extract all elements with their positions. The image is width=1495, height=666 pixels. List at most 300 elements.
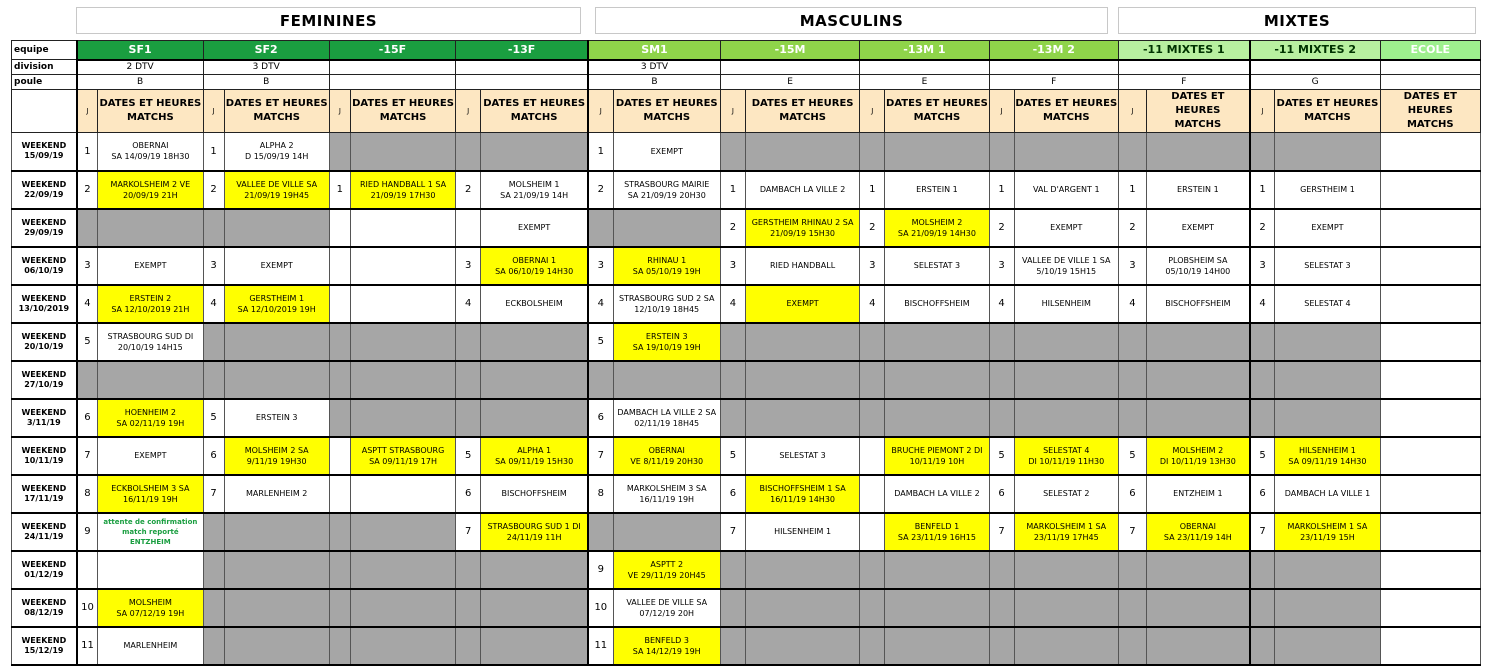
match-text-line: SELESTAT 2 [1043,489,1090,498]
match-text-line: STRASBOURG MAIRIE [624,179,710,189]
match-text-line: SELESTAT 4 [1043,445,1090,455]
match-text-line: BISCHOFFSHEIM [904,299,970,308]
empty-cell [224,627,329,665]
header-dates-line2: MATCHS [510,112,558,123]
journee-number [203,361,224,399]
week-label [12,551,77,589]
empty-cell [350,551,455,589]
journee-number [77,209,98,247]
header-j: J [1250,90,1275,133]
journee-number [1118,133,1146,171]
match-text-line: SELESTAT 3 [779,451,826,460]
match-cell [350,437,455,475]
division-cell [1380,60,1480,75]
week-date: 10/11/19 [24,455,64,465]
match-text-line: GERSTHEIM 1 [249,293,305,303]
journee-number: 3 [588,247,613,285]
journee-number: 6 [1118,475,1146,513]
journee-number [329,133,350,171]
match-text-line: SELESTAT 3 [913,261,961,270]
journee-number: 9 [588,551,613,589]
journee-number: 7 [720,513,745,551]
journee-number [1118,323,1146,361]
journee-number [203,627,224,665]
match-text-line: EXEMPT [518,223,551,232]
match-text-line: GERSTHEIM 1 [1300,185,1355,194]
match-text-line: EXEMPT [1311,223,1344,232]
journee-number: 4 [588,285,613,323]
match-cell [98,133,203,171]
week-label [12,323,77,361]
match-text-line: STRASBOURG SUD 1 DI [487,521,581,531]
week-label-text: WEEKEND [21,445,67,455]
week-label-text: WEEKEND [21,483,67,493]
journee-number [77,361,98,399]
match-cell [98,475,203,513]
journee-number: 3 [860,247,885,285]
journee-number: 4 [860,285,885,323]
match-cell [885,437,989,475]
team-header-ecole: ECOLE [1380,41,1480,60]
match-text-line: MOLSHEIM [128,597,172,607]
poule-cell: B [588,75,720,90]
header-dates [481,90,588,133]
empty-cell [1146,133,1249,171]
match-text-line: STRASBOURG SUD DI [107,331,194,341]
match-text-line: STRASBOURG SUD 2 SA [618,293,715,303]
match-text-line: MARKOLSHEIM 1 SA [1026,521,1107,531]
empty-cell [1146,589,1249,627]
journee-number [860,399,885,437]
empty-cell [1380,437,1480,475]
empty-cell [1146,399,1249,437]
journee-number [456,551,481,589]
week-label-text: WEEKEND [21,521,67,531]
empty-cell [1146,551,1249,589]
week-date: 17/11/19 [24,493,64,503]
match-cell [98,171,203,209]
header-dates [224,90,329,133]
journee-number: 3 [720,247,745,285]
journee-number [1250,133,1275,171]
match-text-line: 10/11/19 10H [909,456,965,466]
match-text-line: SA 07/12/19 19H [116,608,185,618]
journee-number: 1 [1118,171,1146,209]
journee-number [203,589,224,627]
match-cell [98,589,203,627]
match-text-line: 02/11/19 18H45 [634,418,700,428]
division-cell [1250,60,1380,75]
week-label [12,437,77,475]
match-text-line: SA 09/11/19 15H30 [495,456,574,466]
journee-number [329,589,350,627]
match-cell [481,285,588,323]
match-cell [1146,513,1249,551]
match-cell [1146,247,1249,285]
journee-number [456,627,481,665]
empty-cell [1380,247,1480,285]
match-text-line: SA 19/10/19 19H [632,342,701,352]
match-text-line: HILSENHEIM 1 [1298,445,1356,455]
division-cell: 2 DTV [77,60,203,75]
empty-cell [885,551,989,589]
week-date: 01/12/19 [24,569,64,579]
empty-cell [224,209,329,247]
section-header-mixtes: MIXTES [1118,7,1476,34]
week-label-text: WEEKEND [21,217,67,227]
match-cell [1275,285,1380,323]
journee-number [860,513,885,551]
header-j: J [329,90,350,133]
empty-cell [481,627,588,665]
match-text-line: MOLSHEIM 2 [911,217,963,227]
journee-number: 1 [720,171,745,209]
week-label [12,209,77,247]
empty-cell [350,361,455,399]
empty-cell [98,361,203,399]
match-cell [745,247,859,285]
journee-number [720,589,745,627]
match-cell [98,627,203,665]
journee-number: 5 [588,323,613,361]
journee-number [329,437,350,475]
header-j: J [989,90,1014,133]
journee-number: 5 [1250,437,1275,475]
week-date: 13/10/2019 [18,303,70,313]
journee-number: 7 [1118,513,1146,551]
match-cell [481,513,588,551]
journee-number: 7 [203,475,224,513]
journee-number [203,209,224,247]
journee-number [1118,361,1146,399]
match-text-line: ASPTT 2 [650,559,684,569]
match-text-line: 16/11/19 19H [639,494,695,504]
empty-cell [745,133,859,171]
empty-cell [350,513,455,551]
journee-number [329,399,350,437]
header-dates-line2: MATCHS [913,112,961,123]
journee-number: 1 [329,171,350,209]
week-date: 20/10/19 [24,341,64,351]
match-text-line: EXEMPT [1050,223,1083,232]
journee-number [860,589,885,627]
journee-number [860,323,885,361]
match-text-line: RHINAU 1 [647,255,687,265]
journee-number [329,551,350,589]
journee-number: 8 [77,475,98,513]
header-dates-line2: MATCHS [253,112,301,123]
division-cell: 3 DTV [588,60,720,75]
journee-number: 4 [720,285,745,323]
match-text-line: MARKOLSHEIM 3 SA [626,483,707,493]
journee-number: 4 [1118,285,1146,323]
week-label-text: WEEKEND [21,597,67,607]
empty-cell [1146,361,1249,399]
match-cell [481,247,588,285]
header-dates [350,90,455,133]
match-cell [1014,437,1118,475]
journee-number [329,513,350,551]
match-text-line: DAMBACH LA VILLE 2 SA [617,407,717,417]
match-cell [613,589,720,627]
match-text-line: VALLEE DE VILLE SA [626,597,708,607]
poule-cell [456,75,588,90]
empty-cell [1380,513,1480,551]
match-text-line: ERSTEIN 3 [255,413,298,422]
match-text-line: EXEMPT [1181,223,1214,232]
label-equipe: equipe [12,41,77,60]
empty-cell [745,361,859,399]
empty-cell [224,323,329,361]
match-cell [1014,247,1118,285]
journee-number: 3 [989,247,1014,285]
match-cell [613,171,720,209]
match-cell [481,437,588,475]
empty-cell [1146,627,1249,665]
match-text-line: SELESTAT 4 [1304,299,1351,308]
header-j: J [720,90,745,133]
empty-cell [1380,323,1480,361]
journee-number: 9 [77,513,98,551]
journee-number: 5 [989,437,1014,475]
week-date: 08/12/19 [24,607,64,617]
match-cell [745,285,859,323]
journee-number [989,133,1014,171]
journee-number [720,627,745,665]
match-cell [1146,171,1249,209]
match-cell [1014,171,1118,209]
empty-cell [1275,133,1380,171]
header-dates-line1: DATES ET HEURES [99,98,202,109]
journee-number: 8 [588,475,613,513]
journee-number: 6 [989,475,1014,513]
poule-cell: E [860,75,989,90]
journee-number [989,589,1014,627]
empty-cell [885,399,989,437]
week-label-text: WEEKEND [21,331,67,341]
match-text-line: RIED HANDBALL 1 SA [359,179,447,189]
empty-cell [1380,209,1480,247]
empty-cell [224,361,329,399]
match-cell [1146,209,1249,247]
journee-number: 2 [860,209,885,247]
empty-cell [1014,627,1118,665]
empty-cell [1380,589,1480,627]
journee-number [588,361,613,399]
match-text-line: attente de confirmation [103,517,198,526]
match-text-line: ERSTEIN 3 [645,331,688,341]
empty-cell [98,209,203,247]
journee-number: 5 [203,399,224,437]
match-text-line: ECKBOLSHEIM [505,299,563,308]
section-header-feminines: FEMININES [76,7,581,34]
match-cell [885,209,989,247]
journee-number: 1 [77,133,98,171]
label-division: division [12,60,77,75]
match-text-line: OBERNAI 1 [512,255,557,265]
empty-cell [350,323,455,361]
header-dates [98,90,203,133]
week-label [12,171,77,209]
empty-cell [1380,285,1480,323]
empty-cell [481,589,588,627]
journee-number [989,361,1014,399]
match-text-line: EXEMPT [786,299,819,308]
empty-cell [350,399,455,437]
week-date: 3/11/19 [26,417,61,427]
section-header-masculins: MASCULINS [595,7,1108,34]
poule-cell: G [1250,75,1380,90]
header-dates-line1: DATES ET HEURES [1015,98,1118,109]
journee-number: 5 [1118,437,1146,475]
header-j: J [203,90,224,133]
journee-number: 2 [203,171,224,209]
week-label [12,399,77,437]
header-dates-line2: MATCHS [1042,112,1090,123]
match-cell [613,133,720,171]
match-cell [98,513,203,551]
match-text-line: ERSTEIN 1 [916,185,958,194]
empty-cell [885,323,989,361]
header-dates-line2: MATCHS [1406,119,1454,130]
journee-number [1250,551,1275,589]
empty-cell [1014,399,1118,437]
match-cell [1014,513,1118,551]
journee-number: 6 [77,399,98,437]
journee-number [1250,323,1275,361]
empty-cell [98,551,203,589]
match-text-line: DAMBACH LA VILLE 1 [1284,489,1371,498]
header-dates-line2: MATCHS [643,112,691,123]
empty-cell [1275,323,1380,361]
week-label-text: WEEKEND [21,559,67,569]
journee-number [203,513,224,551]
match-text-line: SA 09/11/19 14H30 [1288,456,1367,466]
journee-number: 1 [203,133,224,171]
empty-cell [481,399,588,437]
match-text-line: BENFELD 1 [914,521,960,531]
empty-cell [885,361,989,399]
journee-number: 10 [588,589,613,627]
week-date: 29/09/19 [24,227,64,237]
journee-number [329,627,350,665]
match-text-line: 24/11/19 11H [506,532,562,542]
match-cell [613,627,720,665]
journee-number [1118,399,1146,437]
match-cell [1275,209,1380,247]
journee-number: 2 [77,171,98,209]
journee-number: 1 [1250,171,1275,209]
match-cell [481,171,588,209]
empty-cell [613,209,720,247]
match-cell [885,171,989,209]
match-cell [745,171,859,209]
match-cell [745,209,859,247]
journee-number: 5 [720,437,745,475]
journee-number [1118,627,1146,665]
match-cell [1014,475,1118,513]
match-text-line: 12/10/19 18H45 [634,304,700,314]
match-cell [350,171,455,209]
match-cell [224,247,329,285]
poule-cell: F [989,75,1118,90]
journee-number [860,551,885,589]
empty-cell [1380,551,1480,589]
journee-number [588,209,613,247]
journee-number [329,323,350,361]
match-text-line: SA 14/12/19 19H [632,646,701,656]
match-cell [224,437,329,475]
match-cell [98,323,203,361]
journee-number [1118,551,1146,589]
empty-cell [1380,133,1480,171]
journee-number [989,323,1014,361]
header-dates-line2: MATCHS [779,112,826,123]
empty-cell [1275,361,1380,399]
empty-cell [350,475,455,513]
match-text-line: 20/10/19 14H15 [117,342,183,352]
match-text-line: VE 29/11/19 20H45 [627,570,706,580]
match-text-line: DI 10/11/19 13H30 [1159,456,1236,466]
header-dates [1275,90,1380,133]
match-text-line: MARLENHEIM 2 [245,489,308,498]
match-cell [1275,513,1380,551]
empty-cell [1275,627,1380,665]
match-text-line: ALPHA 2 [259,141,294,151]
empty-cell [745,589,859,627]
match-text-line: 20/09/19 21H [123,190,178,200]
journee-number: 6 [203,437,224,475]
match-text-line: ALPHA 1 [517,445,552,455]
division-cell [989,60,1118,75]
match-text-line: ENTZHEIM 1 [1173,489,1223,498]
journee-number: 2 [456,171,481,209]
journee-number [1250,361,1275,399]
match-cell [224,399,329,437]
journee-number: 4 [1250,285,1275,323]
journee-number [456,589,481,627]
journee-number [77,551,98,589]
match-text-line: BRUCHE PIEMONT 2 DI [891,445,983,455]
match-text-line: DAMBACH LA VILLE 2 [894,489,980,498]
week-date: 15/12/19 [24,645,64,655]
journee-number [1250,399,1275,437]
week-label-text: WEEKEND [21,369,67,379]
match-text-line: PLOBSHEIM SA [1168,255,1228,265]
journee-number [720,361,745,399]
team-header-13m-2: -13M 2 [989,41,1118,60]
journee-number [860,133,885,171]
week-label [12,627,77,665]
match-text-line: SA 23/11/19 16H15 [897,532,976,542]
empty-cell [481,361,588,399]
match-cell [613,551,720,589]
schedule-grid [11,40,1481,666]
match-text-line: 16/11/19 19H [123,494,178,504]
match-text-line: GERSTHEIM RHINAU 2 SA [751,217,854,227]
match-text-line: BISCHOFFSHEIM [1165,299,1231,308]
match-text-line: 21/09/19 17H30 [370,190,436,200]
match-text-line: ASPTT STRASBOURG [361,445,445,455]
journee-number: 10 [77,589,98,627]
match-text-line: RIED HANDBALL [770,261,836,270]
poule-cell: F [1118,75,1249,90]
header-dates-line1: DATES ET HEURES [1276,98,1379,109]
empty-cell [481,323,588,361]
match-text-line: SA 21/09/19 14H [500,190,569,200]
journee-number [720,133,745,171]
team-header-13f: -13F [456,41,588,60]
